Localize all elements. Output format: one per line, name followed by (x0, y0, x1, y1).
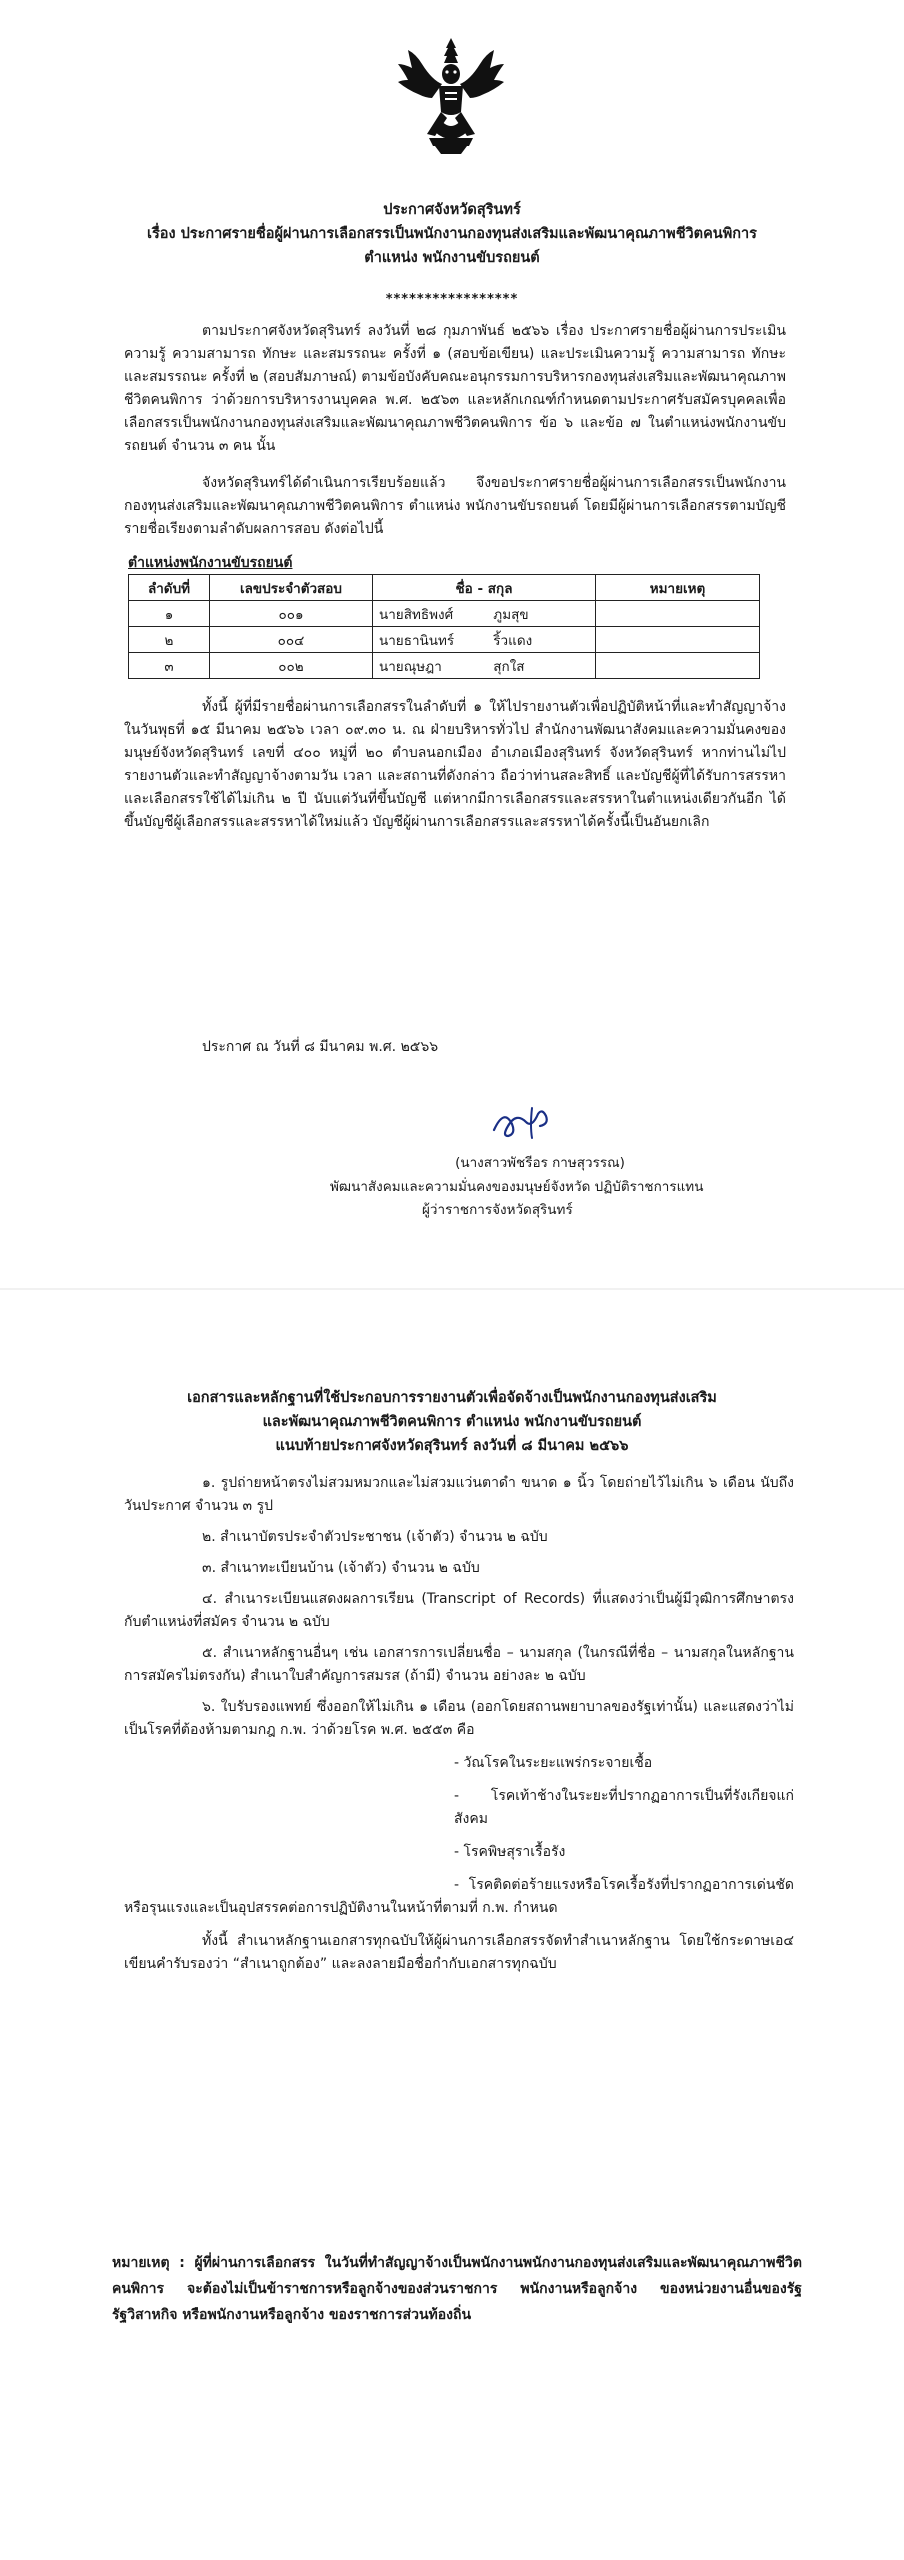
cell-exam-id: ๐๐๒ (210, 653, 373, 679)
cell-name (373, 627, 596, 653)
attachment-title-line2: และพัฒนาคุณภาพชีวิตคนพิการ ตำแหน่ง พนักงานขับรถยนต์ (262, 1414, 642, 1430)
col-exam-id: เลขประจำตัวสอบ (210, 575, 373, 601)
cell-first-name: นายธานินทร์ (379, 632, 455, 649)
disease-item: - โรคเท้าช้างในระยะที่ปรากฏอาการเป็นที่รังเกียจแก่สังคม (454, 1788, 794, 1827)
cell-last-name: สุกใส (493, 658, 525, 675)
cell-note (596, 601, 760, 627)
position-heading: ตำแหน่งพนักงานขับรถยนต์ (128, 555, 293, 571)
table-row (129, 627, 760, 653)
paragraph-result: จังหวัดสุรินทร์ได้ดำเนินการเรียบร้อยแล้ว จึงขอประกาศรายชื่อผู้ผ่านการเลือกสรรเป็นพนักงานกองทุนส่งเสริมและพัฒนาคุณภาพชีวิตคนพิการ ตำแหน่ง พนักงานขับรถยนต์ โดยมีผู้ผ่านการเลือกสรรตามบัญชีรายชื่อเรียงตามลำดับผลการสอบ ดังต่อไปนี้ (124, 475, 786, 537)
attachment-page (0, 1290, 904, 2560)
cell-exam-id: ๐๐๔ (210, 627, 373, 653)
signer-title: พัฒนาสังคมและความมั่นคงของมนุษย์จังหวัด ปฏิบัติราชการแทน (330, 1179, 704, 1195)
disease-item: - โรคพิษสุราเรื้อรัง (454, 1844, 566, 1860)
cell-order: ๑ (129, 601, 210, 627)
cell-first-name: นายณุษฎา (379, 658, 442, 675)
subject-line: เรื่อง ประกาศรายชื่อผู้ผ่านการเลือกสรรเป็นพนักงานกองทุนส่งเสริมและพัฒนาคุณภาพชีวิตคนพิการ (147, 226, 757, 242)
garuda-emblem-icon (395, 34, 507, 156)
cell-note (596, 627, 760, 653)
announce-date: ประกาศ ณ วันที่ ๘ มีนาคม พ.ศ. ๒๕๖๖ (202, 1039, 439, 1055)
issuer-heading: ประกาศจังหวัดสุรินทร์ (383, 202, 521, 218)
table-row (129, 653, 760, 679)
disease-item: - โรคติดต่อร้ายแรงหรือโรคเรื้อรังที่ปรากฏอาการเด่นชัดหรือรุนแรงและเป็นอุปสรรคต่อการปฏิบัติงานในหน้าที่ตามที่ ก.พ. กำหนด (124, 1877, 794, 1916)
cell-exam-id: ๐๐๑ (210, 601, 373, 627)
attachment-title: เอกสารและหลักฐานที่ใช้ประกอบการรายงานตัวเพื่อจัดจ้างเป็นพนักงานกองทุนส่งเสริม (187, 1390, 717, 1406)
cell-name (373, 601, 596, 627)
col-name: ชื่อ - สกุล (373, 575, 596, 601)
signer-office: ผู้ว่าราชการจังหวัดสุรินทร์ (422, 1202, 573, 1218)
paragraph-intro: ตามประกาศจังหวัดสุรินทร์ ลงวันที่ ๒๘ กุมภาพันธ์ ๒๕๖๖ เรื่อง ประกาศรายชื่อผู้ผ่านการประเมินความรู้ ความสามารถ ทักษะ และสมรรถนะ ครั้งที่ ๑ (สอบข้อเขียน) และประเมินความรู้ ความสามารถ ทักษะและสมรรถนะ ครั้งที่ ๒ (สอบสัมภาษณ์) ตามข้อบังคับคณะอนุกรรมการบริหารกองทุนส่งเสริมและพัฒนาคุณภาพชีวิตคนพิการ ว่าด้วยการบริหารงานบุคคล พ.ศ. ๒๕๖๓ และหลักเกณฑ์กำหนดตามประกาศรับสมัครบุคคลเพื่อเลือกสรรเป็นพนักงานกองทุนส่งเสริมและพัฒนาคุณภาพชีวิตคนพิการ ข้อ ๖ และข้อ ๗ ในตำแหน่งพนักงานขับรถยนต์ จำนวน ๓ คน นั้น (124, 323, 787, 454)
cell-order: ๓ (129, 653, 210, 679)
col-order: ลำดับที่ (129, 575, 210, 601)
position-subtitle: ตำแหน่ง พนักงานขับรถยนต์ (364, 250, 540, 266)
cell-last-name: ภูมสุข (493, 606, 529, 623)
doc-item-photo: ๑. รูปถ่ายหน้าตรงไม่สวมหมวกและไม่สวมแว่นตาดำ ขนาด ๑ นิ้ว โดยถ่ายไว้ไม่เกิน ๖ เดือน นับถึงวันประกาศ จำนวน ๓ รูป (124, 1475, 794, 1514)
candidates-table (128, 574, 760, 679)
cell-order: ๒ (129, 627, 210, 653)
cell-last-name: ริ้วแดง (493, 632, 533, 649)
signer-name: (นางสาวพัชรีอร กาษสุวรรณ) (455, 1155, 625, 1171)
doc-item-house-registration: ๓. สำเนาทะเบียนบ้าน (เจ้าตัว) จำนวน ๒ ฉบับ (202, 1560, 480, 1576)
closing-note: ทั้งนี้ สำเนาหลักฐานเอกสารทุกฉบับให้ผู้ผ่านการเลือกสรรจัดทำสำเนาหลักฐาน โดยใช้กระดาษเอ๔ เขียนคำรับรองว่า “สำเนาถูกต้อง” และลงลายมือชื่อกำกับเอกสารทุกฉบับ (124, 1933, 794, 1972)
paragraph-reporting: ทั้งนี้ ผู้ที่มีรายชื่อผ่านการเลือกสรรในลำดับที่ ๑ ให้ไปรายงานตัวเพื่อปฏิบัติหน้าที่และทำสัญญาจ้าง ในวันพุธที่ ๑๕ มีนาคม ๒๕๖๖ เวลา ๐๙.๓๐ น. ณ ฝ่ายบริหารทั่วไป สำนักงานพัฒนาสังคมและความมั่นคงของมนุษย์จังหวัดสุรินทร์ เลขที่ ๔๐๐ หมู่ที่ ๒๐ ตำบลนอกเมือง อำเภอเมืองสุรินทร์ จังหวัดสุรินทร์ หากท่านไม่ไปรายงานตัวและทำสัญญาจ้างตามวัน เวลา และสถานที่ดังกล่าว ถือว่าท่านสละสิทธิ์ และบัญชีผู้ที่ได้รับการสรรหาและเลือกสรรใช้ได้ไม่เกิน ๒ ปี นับแต่วันที่ขึ้นบัญชี แต่หากมีการเลือกสรรและสรรหาในตำแหน่งเดียวกันอีก ได้ขึ้นบัญชีผู้เลือกสรรและสรรหาได้ใหม่แล้ว บัญชีผู้ผ่านการเลือกสรรและสรรหาได้ครั้งนี้เป็นอันยกเลิก (124, 699, 786, 830)
col-note: หมายเหตุ (596, 575, 760, 601)
table-header-row (129, 575, 760, 601)
attachment-subtitle: แนบท้ายประกาศจังหวัดสุรินทร์ ลงวันที่ ๘ มีนาคม ๒๕๖๖ (275, 1438, 629, 1454)
disease-item: - วัณโรคในระยะแพร่กระจายเชื้อ (454, 1755, 653, 1771)
signature-mark (488, 1100, 558, 1150)
cell-name (373, 653, 596, 679)
cell-first-name: นายสิทธิพงศ์ (379, 606, 454, 623)
cell-note (596, 653, 760, 679)
doc-item-medical-cert: ๖. ใบรับรองแพทย์ ซึ่งออกให้ไม่เกิน ๑ เดือน (ออกโดยสถานพยาบาลของรัฐเท่านั้น) และแสดงว่าไม่เป็นโรคที่ต้องห้ามตามกฎ ก.พ. ว่าด้วยโรค พ.ศ. ๒๕๕๓ คือ (124, 1699, 794, 1738)
remark-note: หมายเหตุ : ผู้ที่ผ่านการเลือกสรร ในวันที่ทำสัญญาจ้างเป็นพนักงานพนักงานกองทุนส่งเสริมและพัฒนาคุณภาพชีวิตคนพิการ จะต้องไม่เป็นข้าราชการหรือลูกจ้างของส่วนราชการ พนักงานหรือลูกจ้าง ของหน่วยงานอื่นของรัฐ รัฐวิสาหกิจ หรือพนักงานหรือลูกจ้าง ของราชการส่วนท้องถิ่น (112, 2255, 802, 2323)
table-row (129, 601, 760, 627)
separator-stars: ***************** (385, 292, 519, 307)
doc-item-id-card: ๒. สำเนาบัตรประจำตัวประชาชน (เจ้าตัว) จำนวน ๒ ฉบับ (202, 1529, 548, 1545)
doc-item-transcript: ๔. สำเนาระเบียนแสดงผลการเรียน (Transcript of Records) ที่แสดงว่าเป็นผู้มีวุฒิการศึกษาตรงกับตำแหน่งที่สมัคร จำนวน ๒ ฉบับ (124, 1591, 794, 1630)
doc-item-name-change: ๕. สำเนาหลักฐานอื่นๆ เช่น เอกสารการเปลี่ยนชื่อ – นามสกุล (ในกรณีที่ชื่อ – นามสกุลในหลักฐานการสมัครไม่ตรงกัน) สำเนาใบสำคัญการสมรส (ถ้ามี) จำนวน อย่างละ ๒ ฉบับ (124, 1645, 794, 1684)
